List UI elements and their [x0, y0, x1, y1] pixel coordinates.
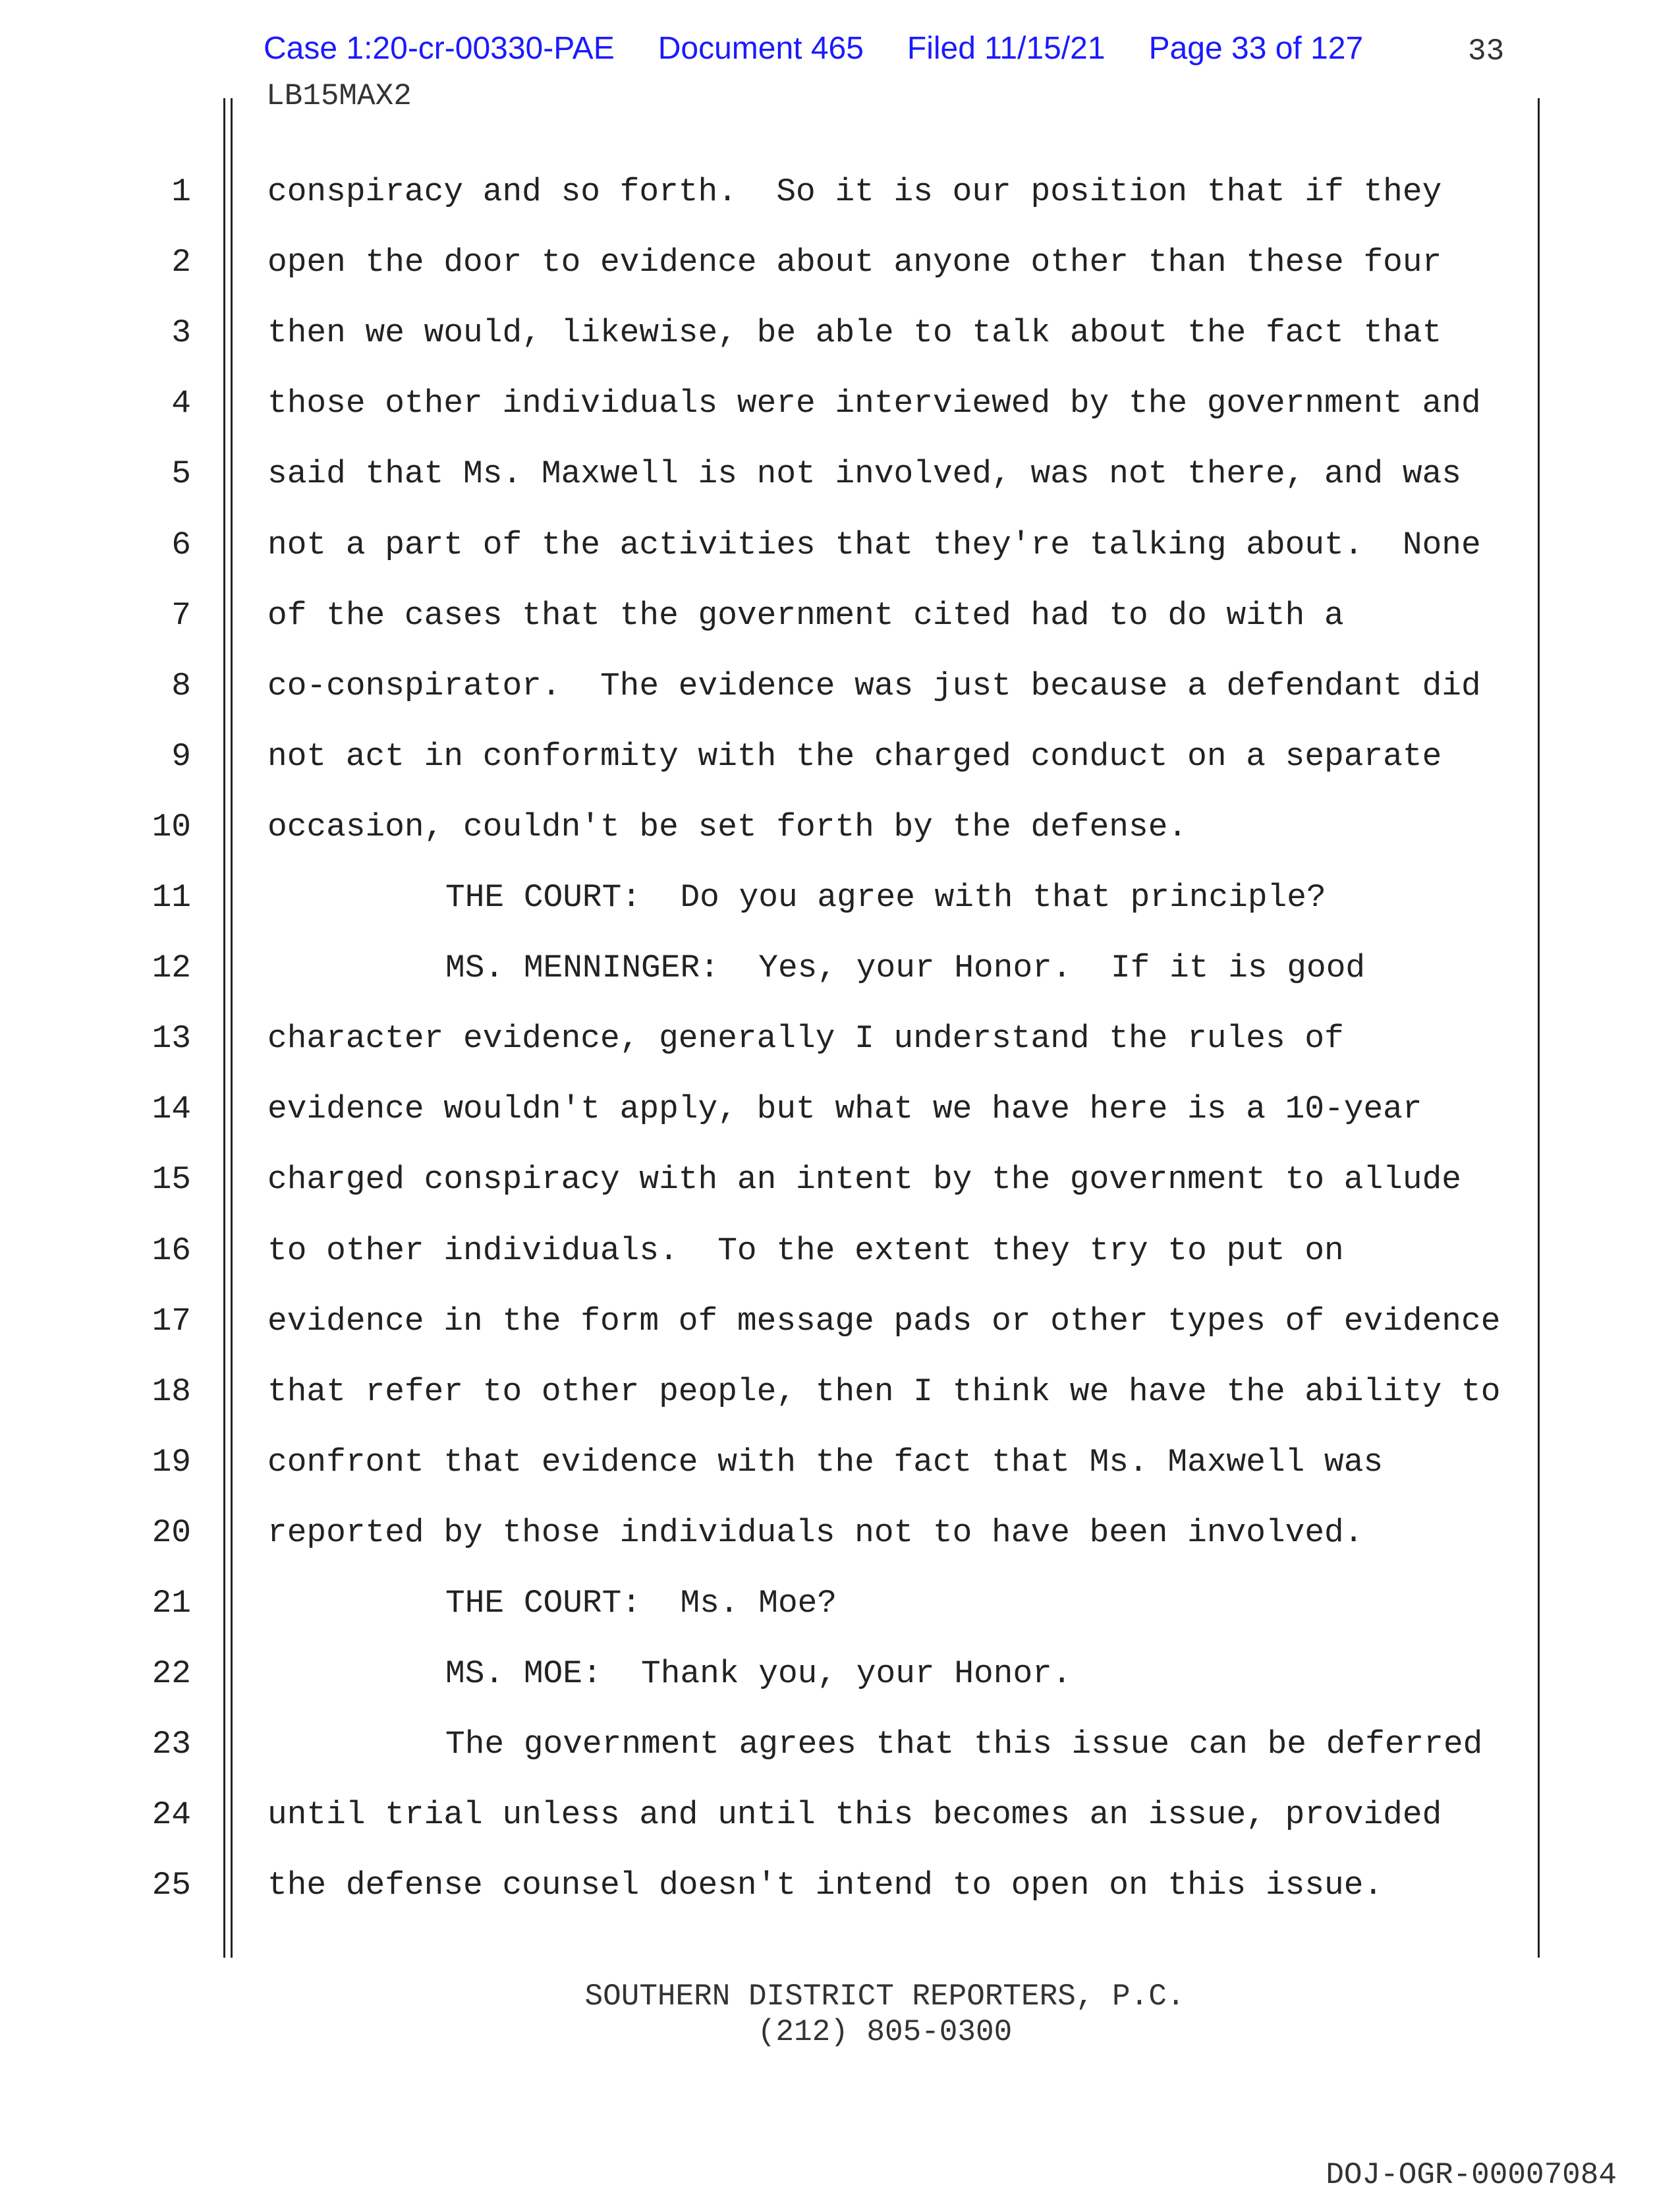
line-text: The government agrees that this issue can be deferred — [445, 1726, 1483, 1763]
reporter-phone: (212) 805-0300 — [757, 2015, 1013, 2049]
transcript-line — [0, 172, 1581, 212]
line-text: MS. MENNINGER: Yes, your Honor. If it is good — [445, 950, 1366, 987]
transcript-page-number: 33 — [1468, 34, 1505, 69]
line-number: 16 — [152, 1232, 191, 1269]
transcript-line — [0, 383, 1581, 423]
line-text: that refer to other people, then I think we have the ability to — [267, 1373, 1501, 1410]
line-text: MS. MOE: Thank you, your Honor. — [445, 1655, 1072, 1693]
transcript-line — [0, 1231, 1581, 1270]
line-text: the defense counsel doesn't intend to open on this issue. — [267, 1867, 1384, 1904]
case-number: Case 1:20-cr-00330-PAE — [264, 31, 615, 66]
line-number: 15 — [152, 1161, 191, 1199]
line-number: 13 — [152, 1020, 191, 1058]
page-of-total: Page 33 of 127 — [1148, 31, 1364, 66]
line-number: 7 — [171, 596, 191, 634]
line-text: until trial unless and until this becomes an issue, provided — [267, 1796, 1442, 1834]
transcript-line — [0, 242, 1581, 282]
line-number: 23 — [152, 1726, 191, 1763]
line-text: not a part of the activities that they're talking about. None — [267, 526, 1481, 563]
line-number: 3 — [171, 314, 191, 352]
transcript-line — [0, 1442, 1581, 1482]
line-number: 18 — [152, 1373, 191, 1410]
transcript-line — [0, 596, 1581, 635]
transcript-line — [0, 737, 1581, 776]
line-number: 17 — [152, 1302, 191, 1340]
transcript-line — [0, 525, 1581, 565]
transcript-line — [0, 1583, 1581, 1623]
line-number: 11 — [152, 879, 191, 916]
line-text: character evidence, generally I understand the rules of — [267, 1020, 1344, 1058]
ecf-header — [264, 30, 1407, 67]
line-number: 5 — [171, 455, 191, 493]
line-text: evidence in the form of message pads or other types of evidence — [267, 1302, 1501, 1340]
filed-date: Filed 11/15/21 — [907, 31, 1106, 66]
line-number: 12 — [152, 950, 191, 987]
transcript-line — [0, 1301, 1581, 1341]
line-text: THE COURT: Do you agree with that principle? — [445, 879, 1326, 916]
transcript-line — [0, 948, 1581, 988]
line-text: co-conspirator. The evidence was just because a defendant did — [267, 667, 1481, 704]
line-number: 10 — [152, 808, 191, 845]
line-text: charged conspiracy with an intent by the government to allude — [267, 1161, 1461, 1199]
line-text: THE COURT: Ms. Moe? — [445, 1585, 837, 1622]
document-number: Document 465 — [658, 31, 864, 66]
line-text: to other individuals. To the extent they try to put on — [267, 1232, 1344, 1269]
line-number: 21 — [152, 1585, 191, 1622]
transcript-line — [0, 1019, 1581, 1058]
transcript-line — [0, 878, 1581, 917]
transcript-line — [0, 666, 1581, 706]
transcript-line — [0, 807, 1581, 847]
line-text: not act in conformity with the charged conduct on a separate — [267, 737, 1442, 775]
transcript-line — [0, 1865, 1581, 1905]
line-text: reported by those individuals not to have been involved. — [267, 1514, 1364, 1551]
line-text: conspiracy and so forth. So it is our position that if they — [267, 173, 1442, 210]
line-number: 20 — [152, 1514, 191, 1551]
line-number: 9 — [171, 737, 191, 775]
transcript-line — [0, 1160, 1581, 1199]
line-text: said that Ms. Maxwell is not involved, was not there, and was — [267, 455, 1461, 493]
line-number: 1 — [171, 173, 191, 210]
bates-number: DOJ-OGR-00007084 — [1326, 2158, 1617, 2192]
line-number: 24 — [152, 1796, 191, 1834]
line-number: 22 — [152, 1655, 191, 1693]
transcript-line — [0, 454, 1581, 494]
line-number: 19 — [152, 1443, 191, 1481]
line-text: then we would, likewise, be able to talk about the fact that — [267, 314, 1442, 352]
transcript-line — [0, 313, 1581, 353]
line-text: open the door to evidence about anyone other than these four — [267, 244, 1442, 281]
line-text: of the cases that the government cited had to do with a — [267, 596, 1344, 634]
line-text: those other individuals were interviewed by the government and — [267, 385, 1481, 422]
transcript-line — [0, 1724, 1581, 1764]
transcript-code: LB15MAX2 — [266, 79, 412, 113]
line-number: 4 — [171, 385, 191, 422]
line-text: evidence wouldn't apply, but what we have here is a 10-year — [267, 1091, 1422, 1128]
transcript-line — [0, 1372, 1581, 1411]
transcript-line — [0, 1654, 1581, 1693]
line-number: 2 — [171, 244, 191, 281]
transcript-line — [0, 1089, 1581, 1129]
reporter-name: SOUTHERN DISTRICT REPORTERS, P.C. — [584, 1979, 1185, 2014]
line-text: occasion, couldn't be set forth by the defense. — [267, 808, 1188, 845]
transcript-line — [0, 1795, 1581, 1834]
transcript-line — [0, 1513, 1581, 1552]
line-text: confront that evidence with the fact that Ms. Maxwell was — [267, 1443, 1384, 1481]
line-number: 6 — [171, 526, 191, 563]
line-number: 8 — [171, 667, 191, 704]
line-number: 14 — [152, 1091, 191, 1128]
line-number: 25 — [152, 1867, 191, 1904]
